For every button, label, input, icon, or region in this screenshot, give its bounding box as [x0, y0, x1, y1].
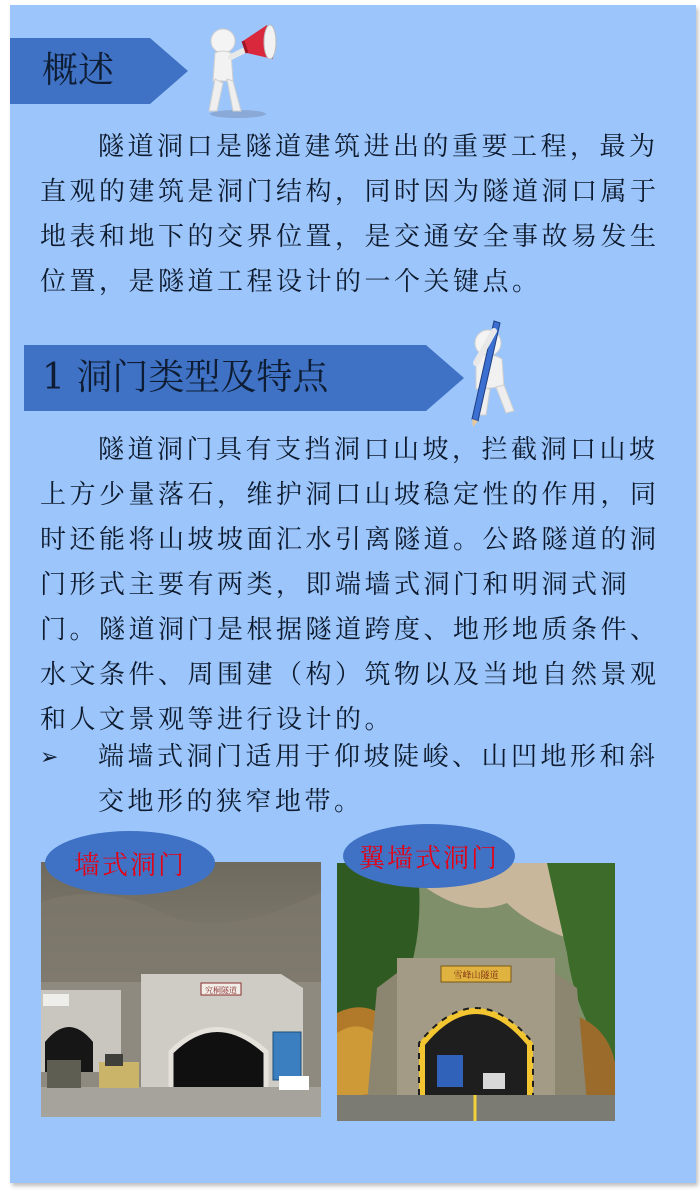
portal-types-body: 隧道洞门具有支挡洞口山坡，拦截洞口山坡上方少量落石，维护洞口山坡稳定性的作用，同时还能将山坡坡面汇水引离隧道。公路隧道的洞门形式主要有两类，即端墙式洞门和明洞式洞门。隧道洞门是根据隧道跨度、地形地质条件、水文条件、周围建（构）筑物以及当地自然景观和人文景观等进行设计的。	[40, 435, 660, 735]
overview-paragraph	[40, 125, 665, 305]
portal-types-paragraph	[40, 428, 665, 743]
tunnel-sign-text: 究桐隧道	[205, 986, 237, 995]
wing-wall-portal-label-text: 翼墙式洞门	[358, 843, 499, 874]
overview-body: 隧道洞口是隧道建筑进出的重要工程，最为直观的建筑是洞门结构，同时因为隧道洞口属于地表和地下的交界位置，是交通安全事故易发生位置，是隧道工程设计的一个关键点。	[40, 132, 660, 297]
wall-portal-label	[45, 831, 215, 895]
bullet-arrow-icon: ➢	[40, 745, 62, 770]
pencil-figure-icon	[450, 317, 530, 427]
portal-types-title: 1 洞门类型及特点	[42, 357, 329, 398]
megaphone-figure-icon	[193, 19, 283, 119]
wing-wall-portal-photo	[337, 863, 615, 1121]
wing-wall-portal-label	[343, 824, 515, 888]
overview-banner-arrow	[150, 38, 188, 104]
overview-title: 概述	[42, 50, 115, 91]
wall-portal-photo	[41, 862, 321, 1117]
tunnel-sign-text-2: 雪峰山隧道	[453, 971, 499, 981]
page-background	[10, 5, 696, 1183]
wall-portal-label-text: 墙式洞门	[73, 850, 186, 881]
bullet-text: 端墙式洞门适用于仰坡陡峻、山凹地形和斜交地形的狭窄地带。	[98, 742, 659, 817]
